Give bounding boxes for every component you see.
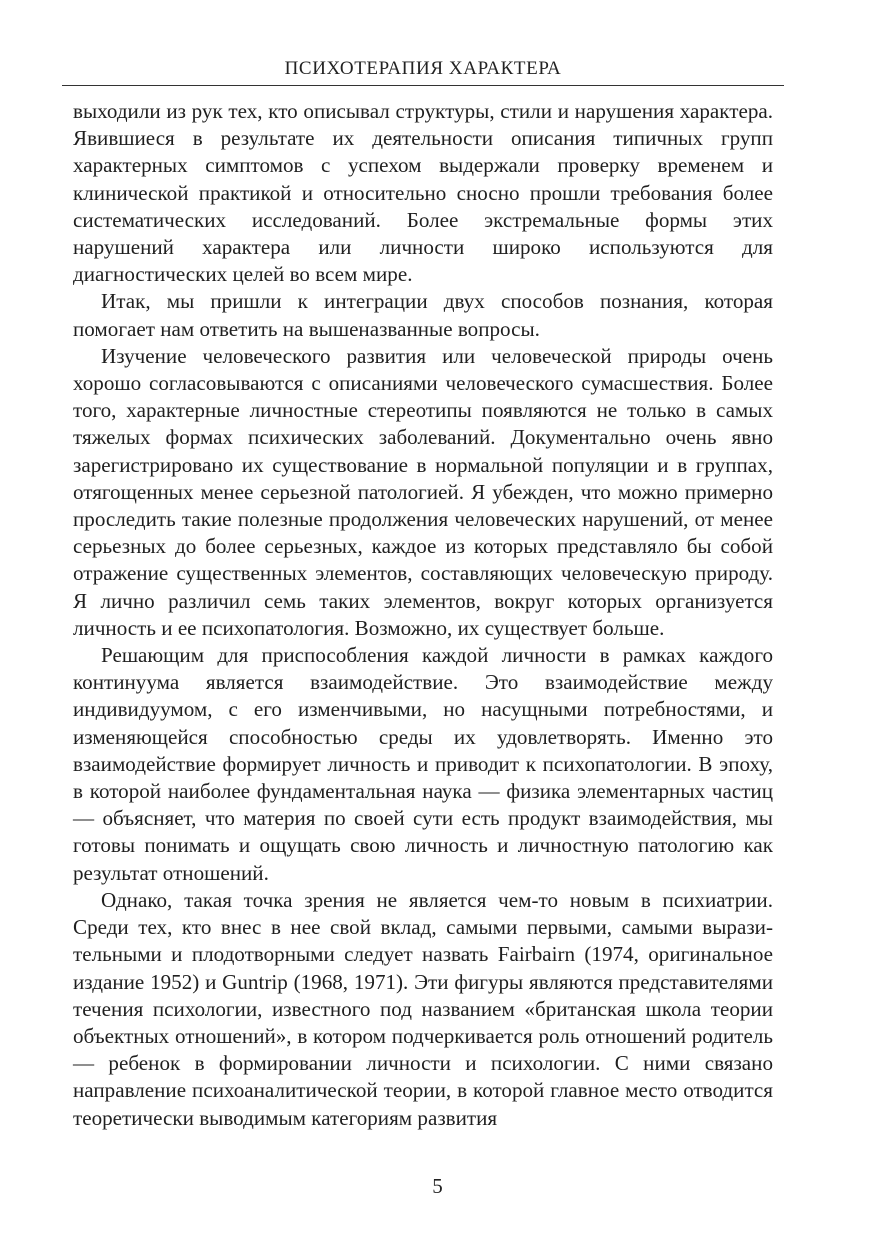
body-text (73, 98, 773, 1132)
page-number: 5 (432, 1174, 443, 1198)
paragraph: выходили из рук тех, кто описывал структуры, стили и нарушения характера. Явившиеся в результате их деятельности описания типичных групп характерных симптомов с успехом выдержали проверку временем и клинической практикой и относительно сносно прошли требования более систематических исследований. Более экстремальные формы этих нарушений характера или личности широко используются для диагностических целей во всем мире. (73, 99, 773, 287)
paragraph: Изучение человеческого развития или человеческой природы очень хорошо согласовываются с описаниями человеческого сумасшествия. Более того, характерные личностные стереотипы появляются не только в самых тяжелых формах психических заболеваний. Документально очень явно зарегистрировано их существование в нормальной популяции и в группах, отягощенных менее серьезной патологией. Я убежден, что можно примерно проследить такие полезные продолжения человеческих нарушений, от менее серьезных до более серьезных, каждое из которых представляло бы собой отражение существенных элементов, составляющих человеческую природу. Я лично различил семь таких элементов, вокруг которых организуется личность и ее психопатология. Возможно, их существует больше. (73, 343, 773, 640)
header-rule (62, 85, 784, 86)
paragraph: Однако, такая точка зрения не является чем-то новым в психиатрии. Среди тех, кто внес в нее свой вклад, самыми первыми, самыми выразительными и плодотворными следует назвать Fairbairn (1974, оригинальное издание 1952) и Guntrip (1968, 1971). Эти фигуры являются представителями течения психологии, известного под названием «британская школа теории объектных отношений», в котором подчеркивается роль отношений родитель — ребенок в формировании личности и психологии. С ними связано направление психоаналитической теории, в которой главное место отводится теоретически выводимым категориям развития (73, 887, 773, 1130)
running-head: ПСИХОТЕРАПИЯ ХАРАКТЕРА (284, 58, 562, 79)
paragraph: Решающим для приспособления каждой личности в рамках каждого континуума является взаимодействие. Это взаимодействие между индивидуумом, с его изменчивыми, но насущными потребностями, и изменяющейся способностью среды их удовлетворять. Именно это взаимодействие формирует личность и приводит к психопатологии. В эпоху, в которой наиболее фундаментальная наука — физика элементарных частиц — объясняет, что материя по своей сути есть продукт взаимодействия, мы готовы понимать и ощущать свою личность и личностную патологию как результат отношений. (73, 643, 773, 885)
paragraph: Итак, мы пришли к интеграции двух способов познания, которая помогает нам ответить на вышеназванные вопросы. (73, 289, 773, 341)
